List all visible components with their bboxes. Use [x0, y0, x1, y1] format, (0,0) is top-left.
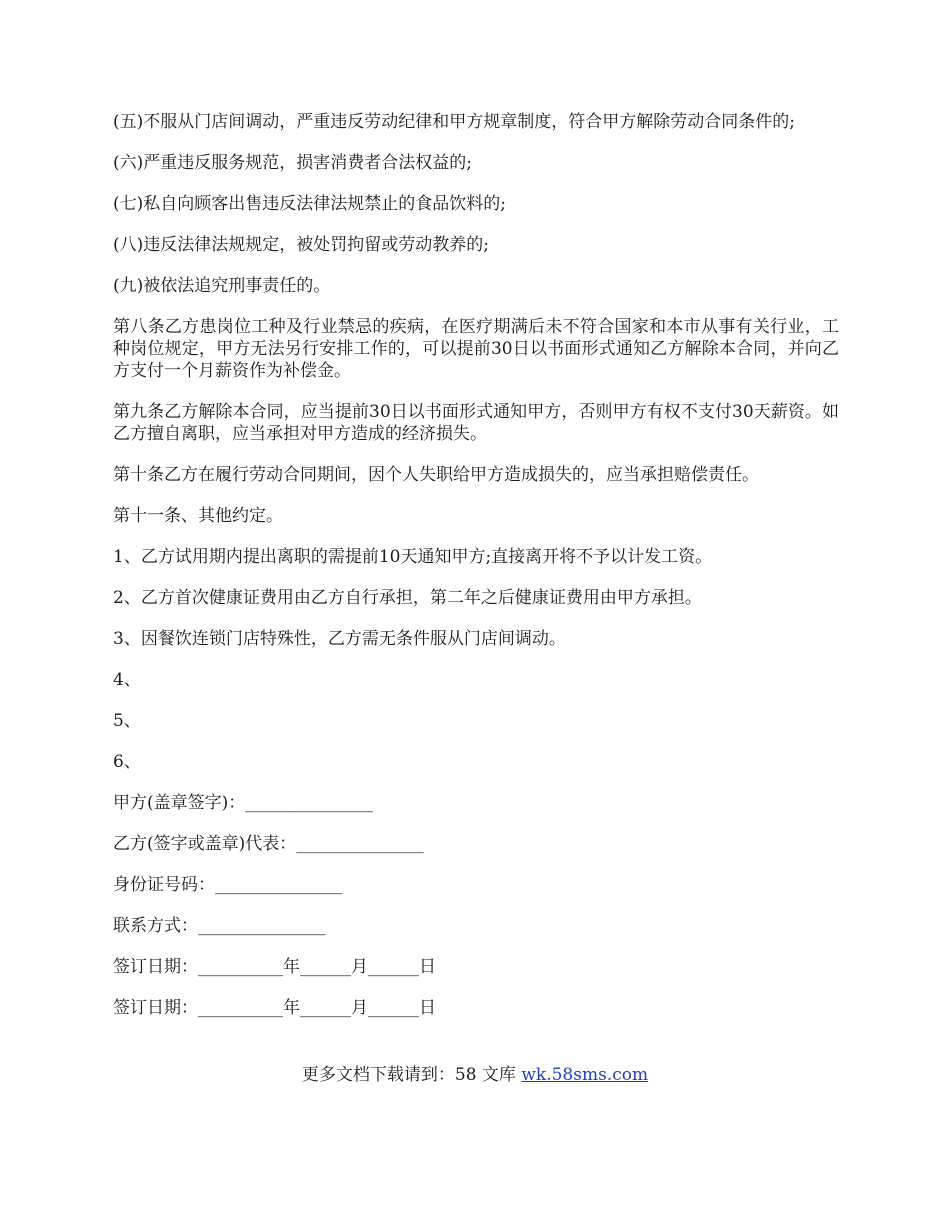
- contact-line: 联系方式：_______________: [113, 916, 326, 936]
- party-b-signature-line: 乙方(签字或盖章)代表：_______________: [113, 834, 424, 854]
- document-body: [113, 111, 839, 1038]
- article-8: 第八条乙方患岗位工种及行业禁忌的疾病，在医疗期满后未不符合国家和本市从事有关行业，工种岗位规定，甲方无法另行安排工作的，可以提前30日以书面形式通知乙方解除本合同，并向乙方支付一个月薪资作为补偿金。: [113, 317, 839, 381]
- signing-date-line-2: 签订日期：__________年______月______日: [113, 998, 436, 1018]
- other-agreement-6: 6、: [113, 752, 141, 772]
- article-11-heading: 第十一条、其他约定。: [113, 506, 283, 526]
- footer-link[interactable]: wk.58sms.com: [521, 1065, 649, 1085]
- other-agreement-1: 1、乙方试用期内提出离职的需提前10天通知甲方;直接离开将不予以计发工资。: [113, 547, 713, 567]
- clause-8: (八)违反法律法规规定，被处罚拘留或劳动教养的;: [113, 235, 489, 255]
- article-10: 第十条乙方在履行劳动合同期间，因个人失职给甲方造成损失的，应当承担赔偿责任。: [113, 465, 759, 485]
- other-agreement-2: 2、乙方首次健康证费用由乙方自行承担，第二年之后健康证费用由甲方承担。: [113, 588, 702, 608]
- clause-5: (五)不服从门店间调动，严重违反劳动纪律和甲方规章制度，符合甲方解除劳动合同条件的;: [113, 112, 795, 132]
- footer-prefix: 更多文档下载请到：58 文库: [301, 1065, 522, 1085]
- clause-7: (七)私自向顾客出售违反法律法规禁止的食品饮料的;: [113, 194, 506, 214]
- other-agreement-4: 4、: [113, 670, 141, 690]
- id-number-line: 身份证号码：_______________: [113, 875, 343, 895]
- other-agreement-5: 5、: [113, 711, 141, 731]
- clause-6: (六)严重违反服务规范，损害消费者合法权益的;: [113, 153, 472, 173]
- other-agreement-3: 3、因餐饮连锁门店特殊性，乙方需无条件服从门店间调动。: [113, 629, 566, 649]
- clause-9: (九)被依法追究刑事责任的。: [113, 276, 331, 296]
- signing-date-line-1: 签订日期：__________年______月______日: [113, 957, 436, 977]
- article-9: 第九条乙方解除本合同，应当提前30日以书面形式通知甲方，否则甲方有权不支付30天薪资。如乙方擅自离职，应当承担对甲方造成的经济损失。: [113, 402, 839, 444]
- party-a-signature-line: 甲方(盖章签字)：_______________: [113, 793, 373, 813]
- download-footer: [0, 1064, 950, 1086]
